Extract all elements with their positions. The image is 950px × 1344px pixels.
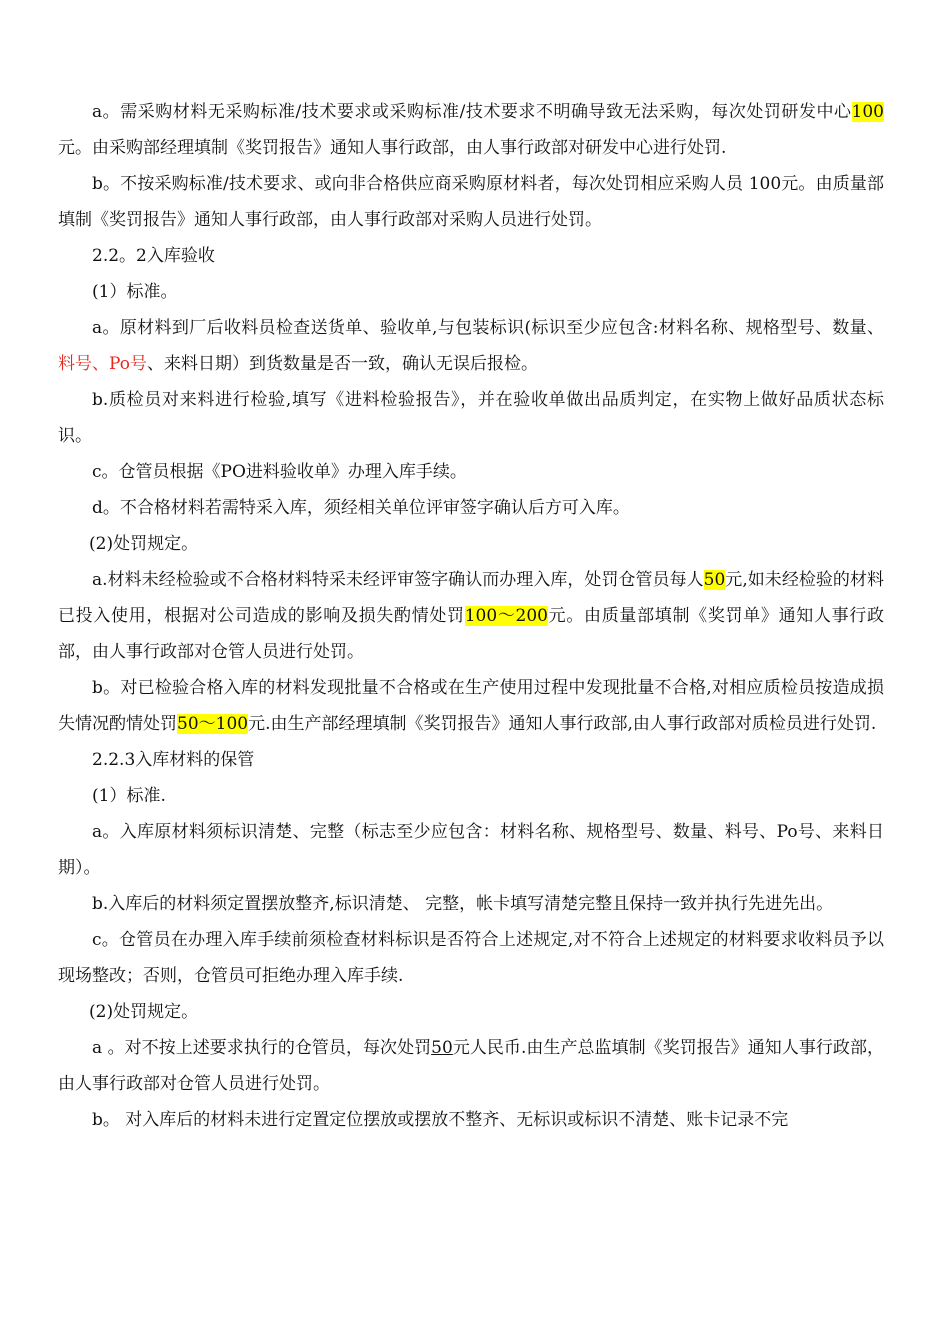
paragraph-1 (58, 94, 884, 166)
heading-text: (2)处罚规定。 (89, 1002, 199, 1022)
section-heading-2-2-2 (58, 238, 884, 274)
text-segment: a 。对不按上述要求执行的仓管员，每次处罚 (92, 1038, 432, 1058)
paragraph-7 (58, 562, 884, 670)
paragraph-6 (58, 490, 884, 526)
text-segment: b。不按采购标准/技术要求、或向非合格供应商采购原材料者，每次处罚相应采购人员 100元。由质量部填制《奖罚报告》通知人事行政部，由人事行政部对采购人员进行处罚。 (58, 174, 884, 230)
paragraph-10 (58, 886, 884, 922)
paragraph-12 (58, 1030, 884, 1102)
subheading-penalty (58, 526, 884, 562)
text-segment: 元。由质量部填制《奖罚单》通知人事行政部，由人事行政部对仓管人员进行处罚。 (58, 606, 884, 662)
heading-text: 2.2。2入库验收 (92, 246, 215, 266)
subheading-penalty (58, 994, 884, 1030)
text-segment: d。不合格材料若需特采入库，须经相关单位评审签字确认后方可入库。 (92, 498, 630, 518)
text-segment: 元,如未经检验的材料已投入使用，根据对公司造成的影响及损失酌情处罚 (58, 570, 884, 626)
text-segment: c。仓管员根据《PO进料验收单》办理入库手续。 (92, 462, 467, 482)
heading-text: (2)处罚规定。 (89, 534, 199, 554)
text-segment: 元人民币.由生产总监填制《奖罚报告》通知人事行政部，由人事行政部对仓管人员进行处罚。 (58, 1038, 884, 1094)
paragraph-8 (58, 670, 884, 742)
text-segment: b。 对入库后的材料未进行定置定位摆放或摆放不整齐、无标识或标识不清楚、账卡记录不完 (92, 1110, 789, 1130)
paragraph-9 (58, 814, 884, 886)
text-segment: 、来料日期）到货数量是否一致，确认无误后报检。 (146, 354, 538, 374)
paragraph-4 (58, 382, 884, 454)
underlined-amount: 50 (431, 1038, 453, 1058)
highlighted-amount: 50 (703, 570, 726, 590)
text-segment: 元。由采购部经理填制《奖罚报告》通知人事行政部，由人事行政部对研发中心进行处罚. (58, 138, 727, 158)
text-segment: b.质检员对来料进行检验,填写《进料检验报告》，并在验收单做出品质判定，在实物上做好品质状态标识。 (58, 390, 884, 446)
subheading-standard (58, 274, 884, 310)
section-heading-2-2-3 (58, 742, 884, 778)
highlighted-amount: 100 (851, 102, 884, 122)
paragraph-11 (58, 922, 884, 994)
text-segment: b.入库后的材料须定置摆放整齐,标识清楚、 完整，帐卡填写清楚完整且保持一致并执行先进先出。 (92, 894, 834, 914)
paragraph-2 (58, 166, 884, 238)
text-segment: b。对已检验合格入库的材料发现批量不合格或在生产使用过程中发现批量不合格,对相应质检员按造成损失情况酌情处罚 (58, 678, 884, 734)
highlighted-amount: 100～200 (464, 606, 548, 626)
text-segment: a.材料未经检验或不合格材料特采未经评审签字确认而办理入库，处罚仓管员每人 (92, 570, 704, 590)
red-text: 料号、Po号 (58, 354, 147, 374)
text-segment: a。原材料到厂后收料员检查送货单、验收单,与包装标识(标识至少应包含:材料名称、规格型号、数量、 (92, 318, 884, 338)
paragraph-5 (58, 454, 884, 490)
paragraph-13 (58, 1102, 884, 1138)
subheading-standard (58, 778, 884, 814)
document-body (58, 94, 884, 1138)
heading-text: (1）标准。 (92, 282, 178, 302)
paragraph-3 (58, 310, 884, 382)
text-segment: a。需采购材料无采购标准/技术要求或采购标准/技术要求不明确导致无法采购，每次处罚研发中心 (92, 102, 852, 122)
text-segment: a。入库原材料须标识清楚、完整（标志至少应包含：材料名称、规格型号、数量、料号、Po号、来料日期）。 (58, 822, 884, 878)
text-segment: 元.由生产部经理填制《奖罚报告》通知人事行政部,由人事行政部对质检员进行处罚. (248, 714, 877, 734)
highlighted-amount: 50～100 (177, 714, 249, 734)
heading-text: (1）标准. (92, 786, 166, 806)
text-segment: c。仓管员在办理入库手续前须检查材料标识是否符合上述规定,对不符合上述规定的材料要求收料员予以现场整改；否则，仓管员可拒绝办理入库手续. (58, 930, 884, 986)
heading-text: 2.2.3入库材料的保管 (92, 750, 255, 770)
